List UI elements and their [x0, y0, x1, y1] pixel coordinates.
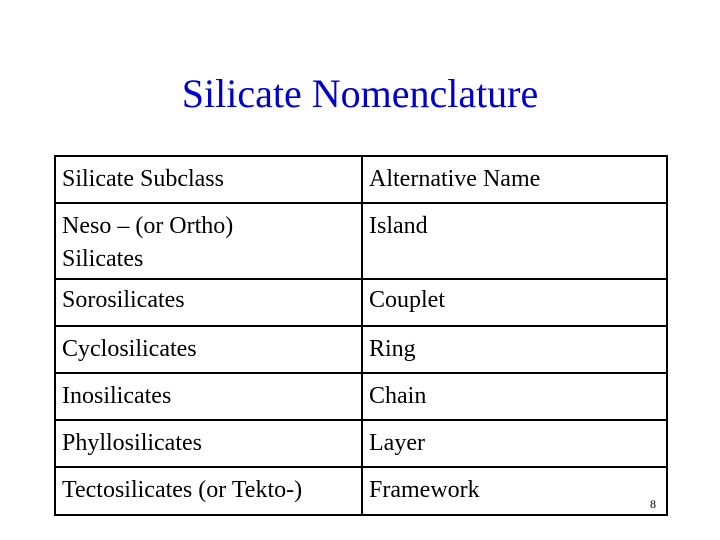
- table-row: [55, 326, 667, 373]
- subclass-text: Inosilicates: [62, 383, 172, 409]
- alternative-text: Framework: [369, 477, 480, 503]
- alternative-text: Couplet: [369, 287, 445, 313]
- table-row: [55, 467, 667, 515]
- table-cell-alternative: [362, 203, 667, 279]
- table-cell-subclass: [55, 279, 362, 326]
- silicate-table: [54, 155, 668, 516]
- subclass-text-line1: Neso – (or Ortho): [62, 213, 234, 239]
- table-cell-alternative: [362, 279, 667, 326]
- header-label-subclass: Silicate Subclass: [62, 166, 224, 192]
- table-cell-subclass: [55, 467, 362, 515]
- alternative-text: Chain: [369, 383, 427, 409]
- alternative-text: Ring: [369, 336, 416, 362]
- header-cell-alternative: [362, 156, 667, 203]
- alternative-text: Island: [369, 213, 428, 239]
- table-cell-subclass: [55, 203, 362, 279]
- subclass-text: Tectosilicates (or Tekto-): [62, 477, 303, 503]
- subclass-text: Cyclosilicates: [62, 336, 197, 362]
- table-cell-alternative: [362, 420, 667, 467]
- table-cell-subclass: [55, 420, 362, 467]
- header-cell-subclass: [55, 156, 362, 203]
- table-row: [55, 373, 667, 420]
- table-cell-alternative: [362, 326, 667, 373]
- table-header-row: [55, 156, 667, 203]
- table-row: [55, 420, 667, 467]
- table-cell-subclass: [55, 326, 362, 373]
- table-row: [55, 279, 667, 326]
- page-number: 8: [650, 497, 656, 511]
- subclass-text: Sorosilicates: [62, 287, 185, 313]
- table-cell-alternative: [362, 467, 667, 515]
- slide-title: Silicate Nomenclature: [181, 71, 539, 116]
- table-row: [55, 203, 667, 279]
- table-cell-alternative: [362, 373, 667, 420]
- alternative-text: Layer: [369, 430, 425, 456]
- subclass-text-line2: Silicates: [62, 246, 144, 272]
- table-cell-subclass: [55, 373, 362, 420]
- subclass-text: Phyllosilicates: [62, 430, 202, 456]
- header-label-alternative: Alternative Name: [369, 166, 541, 192]
